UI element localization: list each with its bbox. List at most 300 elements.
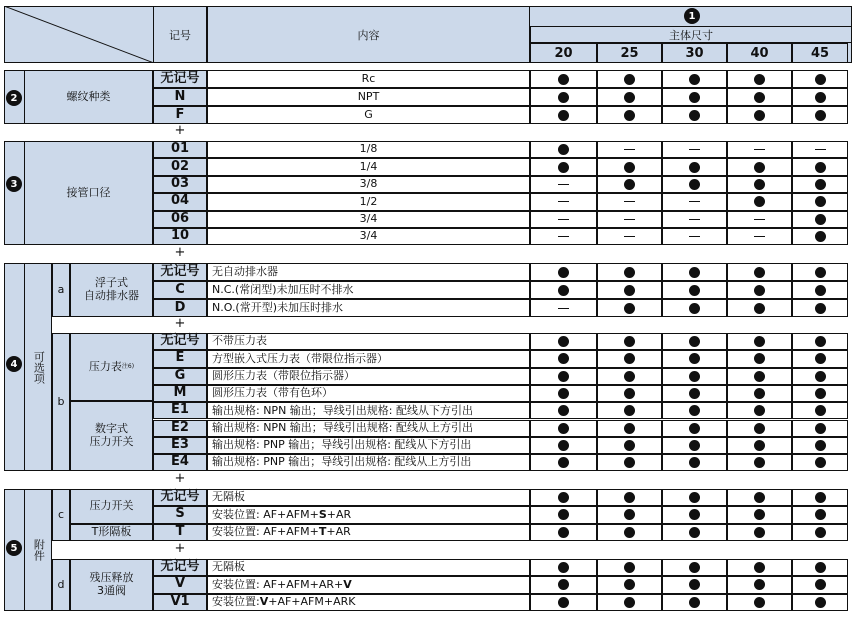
available-dot-icon	[624, 527, 635, 538]
available-dot-icon	[558, 371, 569, 382]
not-available-dash-icon	[754, 236, 765, 237]
plus-separator: +	[174, 471, 186, 486]
section-label: 螺纹种类	[24, 70, 153, 124]
available-dot-icon	[815, 196, 826, 207]
availability-cell	[530, 437, 597, 454]
availability-cell	[597, 350, 662, 367]
available-dot-icon	[558, 353, 569, 364]
availability-cell	[530, 176, 597, 193]
description-text: 安装位置: AF+AFM+	[212, 524, 319, 538]
option-code: 无记号	[153, 70, 207, 88]
availability-cell	[597, 576, 662, 593]
availability-cell	[727, 385, 792, 402]
option-code: 无记号	[153, 559, 207, 576]
availability-cell	[530, 141, 597, 158]
option-code: E1	[153, 402, 207, 419]
availability-cell	[530, 420, 597, 437]
availability-cell	[530, 489, 597, 506]
section-number-badge: 2	[6, 90, 22, 106]
available-dot-icon	[689, 597, 700, 608]
availability-cell	[662, 106, 727, 124]
option-code: 无记号	[153, 333, 207, 350]
option-description: 圆形压力表（带限位指示器）	[207, 368, 530, 385]
availability-cell	[597, 176, 662, 193]
available-dot-icon	[624, 562, 635, 573]
option-description: 3/4	[207, 228, 530, 245]
availability-cell	[597, 454, 662, 471]
availability-cell	[662, 559, 727, 576]
available-dot-icon	[624, 179, 635, 190]
available-dot-icon	[624, 405, 635, 416]
availability-cell	[792, 333, 848, 350]
option-description: 无隔板	[207, 559, 530, 576]
availability-cell	[530, 524, 597, 541]
available-dot-icon	[815, 405, 826, 416]
available-dot-icon	[689, 579, 700, 590]
availability-cell	[597, 333, 662, 350]
available-dot-icon	[689, 527, 700, 538]
availability-cell	[792, 141, 848, 158]
available-dot-icon	[624, 74, 635, 85]
availability-cell	[727, 158, 792, 175]
availability-cell	[662, 594, 727, 611]
option-code: F	[153, 106, 207, 124]
availability-cell	[727, 106, 792, 124]
availability-cell	[662, 141, 727, 158]
option-letter: b	[52, 333, 70, 471]
size-column-header: 40	[727, 43, 792, 63]
availability-cell	[792, 489, 848, 506]
availability-cell	[727, 88, 792, 106]
option-c-label-switch: 压力开关	[70, 489, 153, 524]
availability-cell	[597, 385, 662, 402]
availability-cell	[727, 402, 792, 419]
available-dot-icon	[624, 162, 635, 173]
available-dot-icon	[624, 579, 635, 590]
description-bold-code: T	[318, 524, 327, 538]
option-b-label-switch: 数字式 压力开关	[70, 401, 153, 471]
available-dot-icon	[624, 492, 635, 503]
not-available-dash-icon	[624, 219, 635, 220]
not-available-dash-icon	[624, 236, 635, 237]
availability-cell	[662, 193, 727, 210]
plus-separator: +	[174, 245, 186, 260]
availability-cell	[792, 70, 848, 88]
availability-cell	[662, 88, 727, 106]
availability-cell	[597, 228, 662, 245]
available-dot-icon	[815, 231, 826, 242]
option-a-label: 浮子式 自动排水器	[70, 263, 153, 317]
available-dot-icon	[558, 162, 569, 173]
available-dot-icon	[689, 353, 700, 364]
availability-cell	[597, 437, 662, 454]
availability-cell	[530, 506, 597, 523]
availability-cell	[662, 576, 727, 593]
available-dot-icon	[815, 597, 826, 608]
available-dot-icon	[754, 110, 765, 121]
availability-cell	[597, 88, 662, 106]
not-available-dash-icon	[754, 149, 765, 150]
availability-cell	[530, 193, 597, 210]
available-dot-icon	[624, 336, 635, 347]
availability-cell	[792, 437, 848, 454]
not-available-dash-icon	[689, 149, 700, 150]
not-available-dash-icon	[689, 219, 700, 220]
option-code: 10	[153, 228, 207, 245]
availability-cell	[727, 437, 792, 454]
availability-cell	[792, 263, 848, 281]
not-available-dash-icon	[689, 201, 700, 202]
option-description: 方型嵌入式压力表（带限位指示器）	[207, 350, 530, 367]
availability-cell	[727, 299, 792, 317]
available-dot-icon	[689, 423, 700, 434]
header-diagonal-line	[4, 6, 154, 63]
available-dot-icon	[558, 423, 569, 434]
option-code: 01	[153, 141, 207, 158]
availability-cell	[662, 350, 727, 367]
availability-cell	[727, 454, 792, 471]
option-description: 3/4	[207, 211, 530, 228]
available-dot-icon	[558, 509, 569, 520]
availability-cell	[662, 454, 727, 471]
available-dot-icon	[815, 457, 826, 468]
available-dot-icon	[558, 267, 569, 278]
available-dot-icon	[815, 562, 826, 573]
availability-cell	[792, 211, 848, 228]
description-text: 安装位置: AF+AFM+AR+	[212, 577, 344, 591]
available-dot-icon	[624, 597, 635, 608]
plus-separator: +	[174, 123, 186, 138]
availability-cell	[727, 333, 792, 350]
availability-cell	[530, 88, 597, 106]
available-dot-icon	[754, 405, 765, 416]
available-dot-icon	[558, 92, 569, 103]
option-description	[207, 576, 530, 593]
option-description: 无自动排水器	[207, 263, 530, 281]
available-dot-icon	[754, 162, 765, 173]
available-dot-icon	[689, 285, 700, 296]
available-dot-icon	[754, 440, 765, 451]
availability-cell	[727, 350, 792, 367]
availability-cell	[727, 524, 792, 541]
availability-cell	[792, 299, 848, 317]
option-code: T	[153, 524, 207, 541]
available-dot-icon	[815, 110, 826, 121]
availability-cell	[792, 350, 848, 367]
available-dot-icon	[689, 388, 700, 399]
description-text: +AR	[326, 507, 352, 521]
availability-cell	[792, 385, 848, 402]
availability-cell	[530, 559, 597, 576]
availability-cell	[792, 106, 848, 124]
not-available-dash-icon	[624, 201, 635, 202]
option-description: 无隔板	[207, 489, 530, 506]
section-number-badge: 3	[6, 176, 22, 192]
available-dot-icon	[815, 303, 826, 314]
availability-cell	[662, 489, 727, 506]
availability-cell	[530, 368, 597, 385]
available-dot-icon	[754, 597, 765, 608]
availability-cell	[662, 70, 727, 88]
availability-cell	[727, 141, 792, 158]
available-dot-icon	[815, 492, 826, 503]
availability-cell	[530, 454, 597, 471]
option-code: 无记号	[153, 263, 207, 281]
availability-cell	[727, 420, 792, 437]
availability-cell	[792, 576, 848, 593]
available-dot-icon	[815, 285, 826, 296]
availability-cell	[792, 193, 848, 210]
not-available-dash-icon	[558, 308, 569, 309]
column-header-code: 记号	[153, 6, 207, 63]
availability-cell	[530, 594, 597, 611]
description-text: +AR	[326, 524, 351, 538]
available-dot-icon	[815, 214, 826, 225]
option-description: 1/4	[207, 158, 530, 175]
option-description	[207, 506, 530, 523]
available-dot-icon	[754, 74, 765, 85]
available-dot-icon	[624, 110, 635, 121]
section-number-badge: 5	[6, 540, 22, 556]
availability-cell	[662, 524, 727, 541]
option-description: 圆形压力表（带有色环）	[207, 385, 530, 402]
available-dot-icon	[624, 423, 635, 434]
available-dot-icon	[689, 492, 700, 503]
availability-cell	[662, 211, 727, 228]
option-c-label-t-plate: T形隔板	[70, 524, 153, 541]
availability-cell	[530, 263, 597, 281]
availability-cell	[727, 228, 792, 245]
available-dot-icon	[558, 405, 569, 416]
availability-cell	[597, 193, 662, 210]
description-bold-code: V	[343, 577, 352, 591]
availability-cell	[597, 489, 662, 506]
size-column-header: 20	[530, 43, 597, 63]
availability-cell	[597, 420, 662, 437]
available-dot-icon	[815, 353, 826, 364]
option-description: 输出规格: NPN 输出；导线引出规格: 配线从下方引出	[207, 402, 530, 419]
option-description: 输出规格: NPN 输出；导线引出规格: 配线从上方引出	[207, 420, 530, 437]
availability-cell	[530, 333, 597, 350]
availability-cell	[530, 402, 597, 419]
option-description: 输出规格: PNP 输出；导线引出规格: 配线从下方引出	[207, 437, 530, 454]
available-dot-icon	[754, 492, 765, 503]
available-dot-icon	[689, 267, 700, 278]
availability-cell	[662, 402, 727, 419]
available-dot-icon	[754, 509, 765, 520]
availability-cell	[792, 420, 848, 437]
description-text: +AF+AFM+ARK	[268, 594, 356, 608]
option-code: 03	[153, 176, 207, 193]
availability-cell	[792, 88, 848, 106]
available-dot-icon	[558, 562, 569, 573]
available-dot-icon	[558, 388, 569, 399]
description-text: 安装位置: AF+AFM+	[212, 507, 319, 521]
option-b-label-gauge	[70, 333, 153, 401]
available-dot-icon	[689, 405, 700, 416]
available-dot-icon	[558, 285, 569, 296]
option-code: E2	[153, 420, 207, 437]
availability-cell	[530, 576, 597, 593]
availability-cell	[727, 559, 792, 576]
plus-separator: +	[174, 541, 186, 556]
availability-cell	[530, 211, 597, 228]
availability-cell	[792, 368, 848, 385]
available-dot-icon	[558, 336, 569, 347]
available-dot-icon	[689, 162, 700, 173]
availability-cell	[530, 385, 597, 402]
available-dot-icon	[815, 162, 826, 173]
availability-cell	[792, 559, 848, 576]
available-dot-icon	[689, 371, 700, 382]
availability-cell	[662, 158, 727, 175]
option-code: 02	[153, 158, 207, 175]
available-dot-icon	[558, 527, 569, 538]
option-code: 04	[153, 193, 207, 210]
availability-cell	[662, 176, 727, 193]
available-dot-icon	[815, 92, 826, 103]
available-dot-icon	[754, 267, 765, 278]
available-dot-icon	[624, 353, 635, 364]
option-code: G	[153, 368, 207, 385]
available-dot-icon	[624, 303, 635, 314]
description-text: 安装位置:	[212, 594, 260, 608]
available-dot-icon	[624, 440, 635, 451]
available-dot-icon	[689, 74, 700, 85]
option-code: V1	[153, 594, 207, 611]
not-available-dash-icon	[558, 184, 569, 185]
availability-cell	[727, 211, 792, 228]
available-dot-icon	[815, 267, 826, 278]
gauge-label-text: 压力表	[88, 359, 122, 373]
description-bold-code: S	[318, 507, 327, 521]
availability-cell	[530, 158, 597, 175]
available-dot-icon	[754, 423, 765, 434]
availability-cell	[597, 299, 662, 317]
not-available-dash-icon	[624, 149, 635, 150]
available-dot-icon	[815, 423, 826, 434]
available-dot-icon	[754, 388, 765, 399]
plus-separator: +	[174, 316, 186, 331]
option-description	[207, 524, 530, 541]
option-description: 1/2	[207, 193, 530, 210]
available-dot-icon	[624, 509, 635, 520]
available-dot-icon	[558, 440, 569, 451]
available-dot-icon	[689, 110, 700, 121]
availability-cell	[662, 299, 727, 317]
availability-cell	[727, 594, 792, 611]
availability-cell	[530, 70, 597, 88]
option-code: E3	[153, 437, 207, 454]
available-dot-icon	[558, 492, 569, 503]
availability-cell	[727, 489, 792, 506]
not-available-dash-icon	[689, 236, 700, 237]
availability-cell	[530, 350, 597, 367]
option-code: E4	[153, 454, 207, 471]
availability-cell	[597, 211, 662, 228]
availability-cell	[662, 333, 727, 350]
availability-cell	[530, 281, 597, 299]
not-available-dash-icon	[815, 149, 826, 150]
option-description: 输出规格: PNP 输出；导线引出规格: 配线从上方引出	[207, 454, 530, 471]
size-marker-badge: 1	[684, 8, 700, 24]
option-letter: a	[52, 263, 70, 317]
available-dot-icon	[815, 440, 826, 451]
available-dot-icon	[754, 285, 765, 296]
option-letter: d	[52, 559, 70, 611]
option-description: 1/8	[207, 141, 530, 158]
availability-cell	[792, 454, 848, 471]
availability-cell	[792, 506, 848, 523]
option-description: N.C.(常闭型)未加压时不排水	[207, 281, 530, 299]
available-dot-icon	[624, 267, 635, 278]
availability-cell	[662, 506, 727, 523]
available-dot-icon	[754, 371, 765, 382]
availability-cell	[662, 368, 727, 385]
availability-cell	[727, 576, 792, 593]
available-dot-icon	[689, 457, 700, 468]
availability-cell	[597, 70, 662, 88]
available-dot-icon	[689, 92, 700, 103]
option-code: E	[153, 350, 207, 367]
description-bold-code: V	[259, 594, 269, 608]
availability-cell	[792, 281, 848, 299]
not-available-dash-icon	[558, 201, 569, 202]
availability-cell	[727, 70, 792, 88]
section-number-badge: 4	[6, 356, 22, 372]
option-code: 无记号	[153, 489, 207, 506]
availability-cell	[792, 402, 848, 419]
available-dot-icon	[815, 74, 826, 85]
availability-cell	[792, 228, 848, 245]
option-description: Rc	[207, 70, 530, 88]
availability-cell	[727, 506, 792, 523]
available-dot-icon	[754, 562, 765, 573]
availability-cell	[597, 158, 662, 175]
available-dot-icon	[754, 336, 765, 347]
option-description: NPT	[207, 88, 530, 106]
availability-cell	[792, 594, 848, 611]
availability-cell	[727, 176, 792, 193]
availability-cell	[597, 368, 662, 385]
available-dot-icon	[815, 509, 826, 520]
availability-cell	[662, 385, 727, 402]
option-code: N	[153, 88, 207, 106]
available-dot-icon	[815, 336, 826, 347]
option-code: M	[153, 385, 207, 402]
available-dot-icon	[624, 285, 635, 296]
available-dot-icon	[754, 353, 765, 364]
availability-cell	[792, 176, 848, 193]
availability-cell	[597, 506, 662, 523]
available-dot-icon	[815, 579, 826, 590]
available-dot-icon	[689, 336, 700, 347]
option-description	[207, 594, 530, 611]
available-dot-icon	[624, 371, 635, 382]
availability-cell	[662, 437, 727, 454]
available-dot-icon	[754, 179, 765, 190]
availability-cell	[597, 594, 662, 611]
not-available-dash-icon	[754, 219, 765, 220]
available-dot-icon	[689, 509, 700, 520]
availability-cell	[792, 158, 848, 175]
availability-cell	[530, 299, 597, 317]
availability-cell	[597, 263, 662, 281]
availability-cell	[597, 141, 662, 158]
size-column-header: 25	[597, 43, 662, 63]
availability-cell	[727, 263, 792, 281]
option-letter: c	[52, 489, 70, 541]
